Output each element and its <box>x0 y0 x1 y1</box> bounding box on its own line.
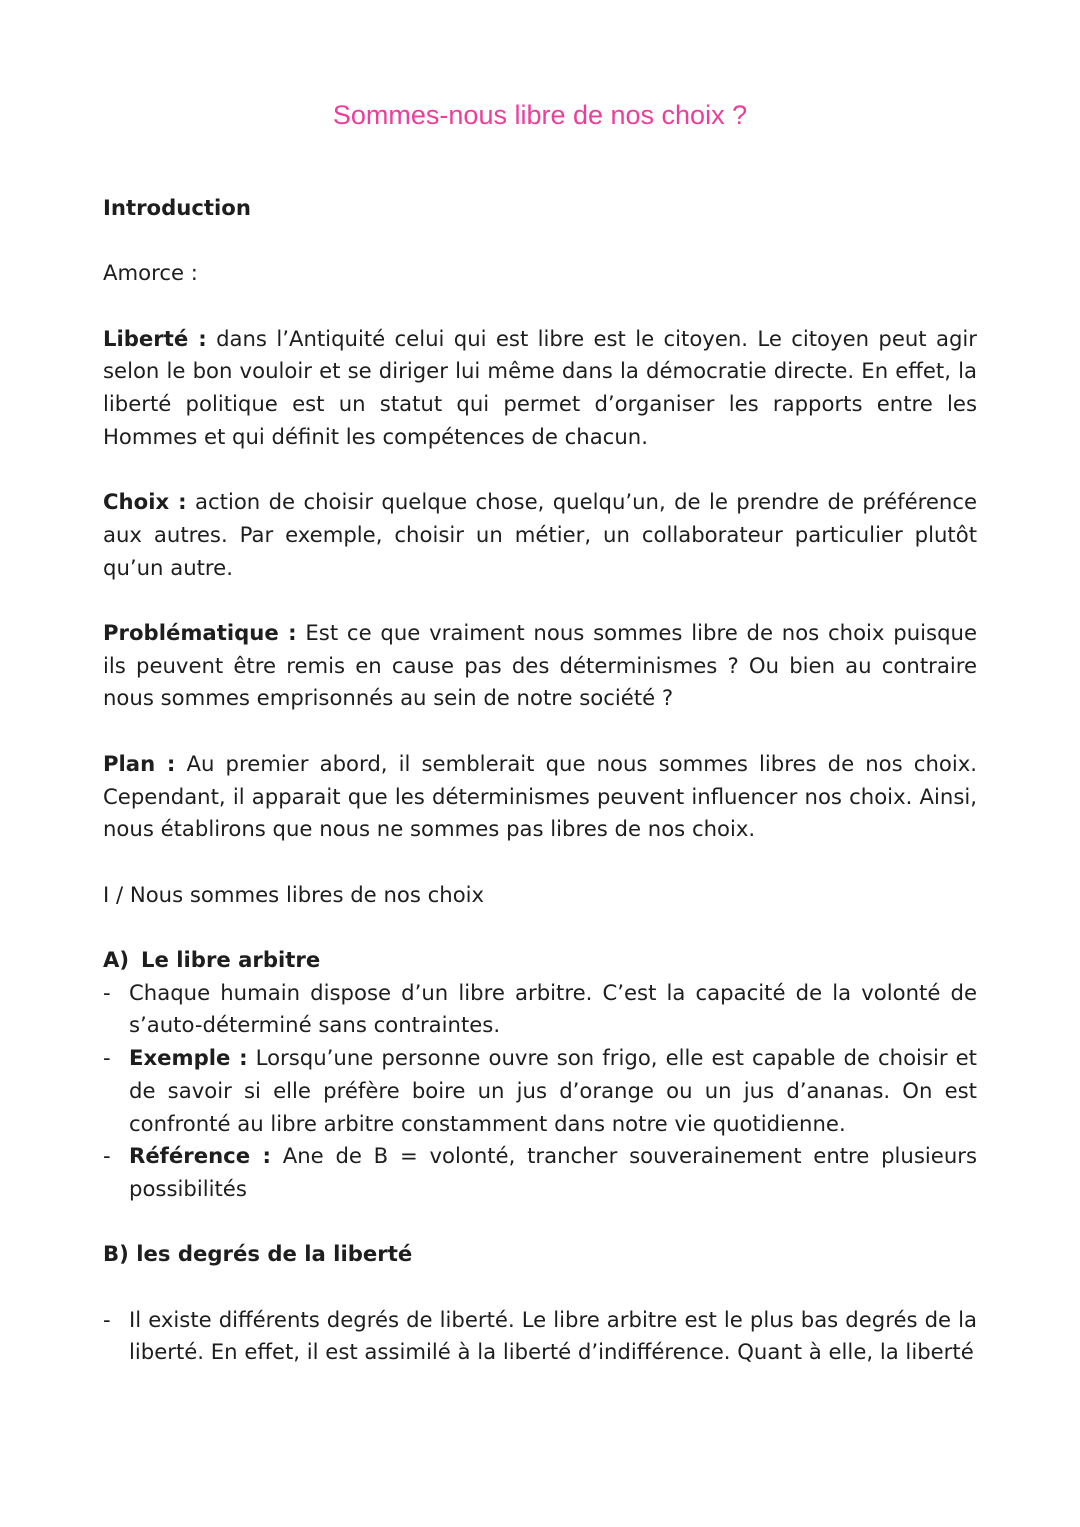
document-body <box>103 192 977 1369</box>
problematique-text: Est ce que vraiment nous sommes libre de nos choix puisque ils peuvent être remis en cause pas des déterminismes ? Ou bien au contraire nous sommes emprisonnés au sein de notre société ? <box>103 620 977 711</box>
list-item <box>103 1140 977 1205</box>
part1-heading: I / Nous sommes libres de nos choix <box>103 881 485 907</box>
section-a-title: Le libre arbitre <box>141 947 321 973</box>
section-b-list <box>103 1304 977 1369</box>
dash-bullet: - <box>103 1045 111 1071</box>
dash-bullet: - <box>103 1143 111 1169</box>
liberte-text: dans l’Antiquité celui qui est libre est le citoyen. Le citoyen peut agir selon le bon vouloir et se diriger lui même dans la démocratie directe. En effet, la liberté politique est un statut qui permet d’organiser les rapports entre les Hommes et qui définit les compétences de chacun. <box>103 325 977 449</box>
list-item-text: Chaque humain dispose d’un libre arbitre. C’est la capacité de la volonté de s’auto-déterminé sans contraintes. <box>129 979 977 1038</box>
plan-term: Plan : <box>103 750 176 776</box>
list-item-text: Il existe différents degrés de liberté. Le libre arbitre est le plus bas degrés de la liberté. En effet, il est assimilé à la liberté d’indifférence. Quant à elle, la liberté <box>129 1306 977 1365</box>
plan-paragraph <box>103 748 977 846</box>
choix-paragraph <box>103 486 977 584</box>
section-b-heading: B) les degrés de la liberté <box>103 1241 413 1267</box>
amorce-label: Amorce : <box>103 260 198 286</box>
list-item-text: Ane de B = volonté, trancher souverainement entre plusieurs possibilités <box>129 1143 977 1201</box>
list-item <box>103 1042 977 1140</box>
list-item <box>103 977 977 1042</box>
introduction-heading: Introduction <box>103 195 251 220</box>
exemple-term: Exemple : <box>129 1045 248 1071</box>
problematique-paragraph <box>103 617 977 715</box>
section-a-heading <box>103 944 977 977</box>
reference-term: Référence : <box>129 1143 271 1169</box>
choix-term: Choix : <box>103 489 187 515</box>
section-a-list <box>103 977 977 1206</box>
choix-text: action de choisir quelque chose, quelqu’un, de le prendre de préférence aux autres. Par exemple, choisir un métier, un collaborateur particulier plutôt qu’un autre. <box>103 489 978 580</box>
list-item <box>103 1304 977 1369</box>
liberte-paragraph <box>103 323 977 454</box>
problematique-term: Problématique : <box>103 620 297 646</box>
section-a-letter: A) <box>103 947 130 973</box>
dash-bullet: - <box>103 979 111 1005</box>
plan-text: Au premier abord, il semblerait que nous sommes libres de nos choix. Cependant, il apparait que les déterminismes peuvent influencer nos choix. Ainsi, nous établirons que nous ne sommes pas libres de nos choix. <box>103 750 977 842</box>
document-title: Sommes-nous libre de nos choix ? <box>332 100 748 130</box>
liberte-term: Liberté : <box>103 325 207 351</box>
list-item-text: Lorsqu’une personne ouvre son frigo, elle est capable de choisir et de savoir si elle préfère boire un jus d’orange ou un jus d’ananas. On est confronté au libre arbitre constamment dans notre vie quotidienne. <box>129 1045 977 1136</box>
dash-bullet: - <box>103 1306 111 1332</box>
